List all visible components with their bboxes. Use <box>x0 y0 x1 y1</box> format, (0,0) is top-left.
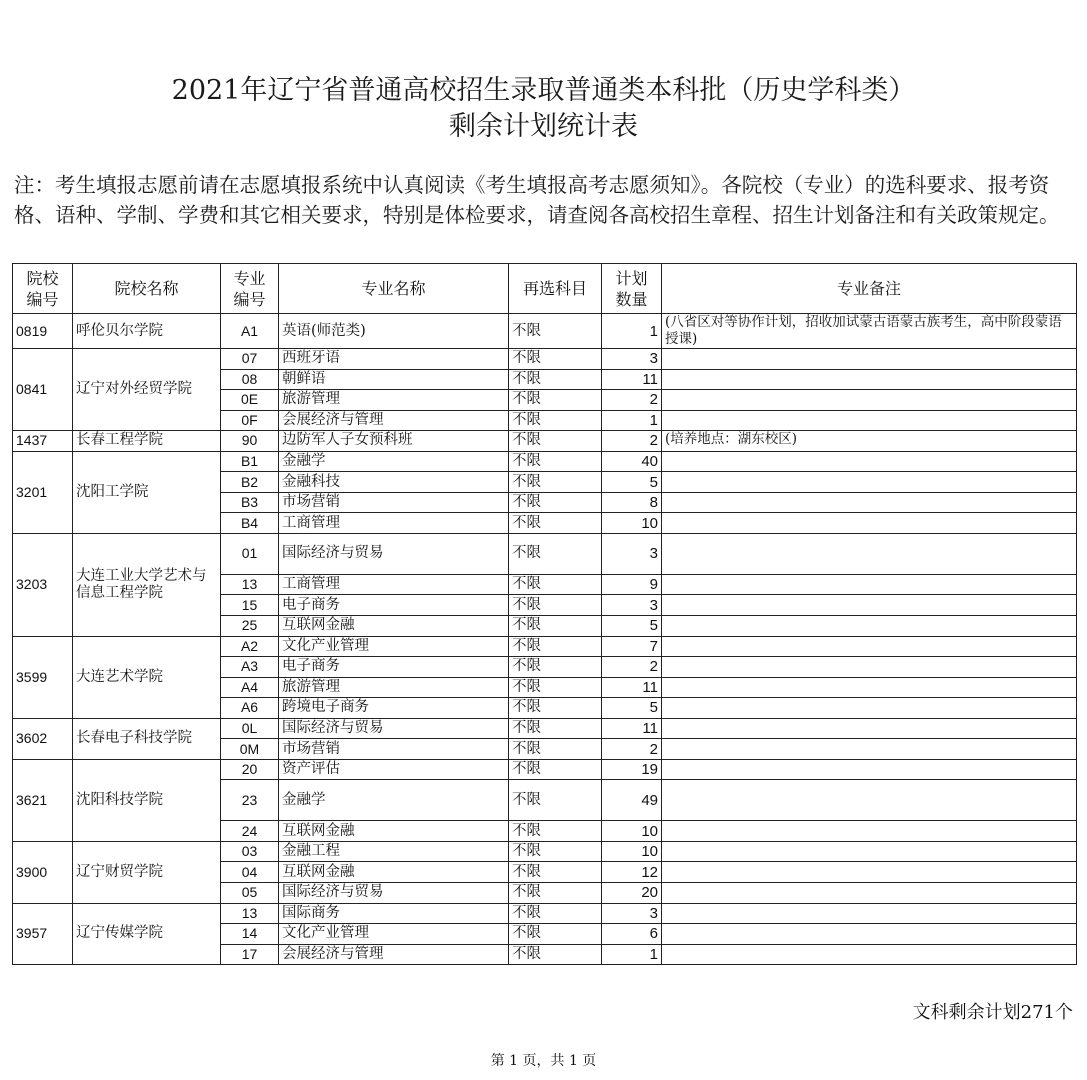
major-code: A6 <box>221 698 279 719</box>
table-row <box>13 451 1077 472</box>
major-code: 0E <box>221 390 279 411</box>
major-name: 会展经济与管理 <box>279 944 509 965</box>
table-row <box>13 314 1077 349</box>
major-name: 金融学 <box>279 451 509 472</box>
reselect-subject: 不限 <box>509 883 602 904</box>
major-remark <box>662 759 1077 780</box>
major-code: 07 <box>221 349 279 370</box>
reselect-subject: 不限 <box>509 533 602 574</box>
major-remark <box>662 924 1077 945</box>
major-remark: (八省区对等协作计划，招收加试蒙古语蒙古族考生，高中阶段蒙语授课) <box>662 314 1077 349</box>
major-code: 90 <box>221 431 279 452</box>
major-name: 西班牙语 <box>279 349 509 370</box>
page-title-line2: 剩余计划统计表 <box>449 111 638 142</box>
reselect-subject: 不限 <box>509 759 602 780</box>
reselect-subject: 不限 <box>509 821 602 842</box>
major-code: A2 <box>221 636 279 657</box>
major-remark <box>662 657 1077 678</box>
summary-total: 文科剩余计划271个 <box>912 1002 1073 1023</box>
major-remark <box>662 574 1077 595</box>
plan-count: 5 <box>602 698 662 719</box>
reselect-subject: 不限 <box>509 944 602 965</box>
plan-count: 2 <box>602 390 662 411</box>
major-name: 金融工程 <box>279 841 509 862</box>
reselect-subject: 不限 <box>509 739 602 760</box>
major-remark <box>662 698 1077 719</box>
major-remark <box>662 369 1077 390</box>
plan-count: 3 <box>602 349 662 370</box>
major-code: 08 <box>221 369 279 390</box>
major-remark <box>662 780 1077 821</box>
reselect-subject: 不限 <box>509 780 602 821</box>
notice-text: 注：考生填报志愿前请在志愿填报系统中认真阅读《考生填报高考志愿须知》。各院校（专业）的选科要求、报考资格、语种、学制、学费和其它相关要求，特别是体检要求，请查阅各高校招生章程、招生计划备注和有关政策规定。 <box>14 173 1060 227</box>
major-name: 金融学 <box>279 780 509 821</box>
plan-count: 1 <box>602 314 662 349</box>
remaining-plan-table <box>12 263 1077 965</box>
plan-count: 3 <box>602 533 662 574</box>
plan-count: 19 <box>602 759 662 780</box>
plan-count: 9 <box>602 574 662 595</box>
plan-count: 6 <box>602 924 662 945</box>
plan-count: 1 <box>602 410 662 431</box>
table-row <box>13 636 1077 657</box>
major-name: 国际经济与贸易 <box>279 883 509 904</box>
reselect-subject: 不限 <box>509 513 602 534</box>
school-code: 3957 <box>13 903 73 965</box>
major-code: 04 <box>221 862 279 883</box>
plan-count: 2 <box>602 657 662 678</box>
table-row <box>13 533 1077 574</box>
major-remark <box>662 944 1077 965</box>
reselect-subject: 不限 <box>509 903 602 924</box>
reselect-subject: 不限 <box>509 369 602 390</box>
plan-count: 2 <box>602 739 662 760</box>
reselect-subject: 不限 <box>509 431 602 452</box>
plan-count: 40 <box>602 451 662 472</box>
plan-count: 12 <box>602 862 662 883</box>
school-name: 辽宁传媒学院 <box>73 903 221 965</box>
major-code: 23 <box>221 780 279 821</box>
major-code: 05 <box>221 883 279 904</box>
major-name: 旅游管理 <box>279 677 509 698</box>
major-remark: (培养地点：湖东校区) <box>662 431 1077 452</box>
plan-count: 5 <box>602 616 662 637</box>
table-row <box>13 718 1077 739</box>
reselect-subject: 不限 <box>509 616 602 637</box>
major-remark <box>662 616 1077 637</box>
major-name: 互联网金融 <box>279 862 509 883</box>
plan-count: 11 <box>602 369 662 390</box>
major-code: 0F <box>221 410 279 431</box>
major-code: B2 <box>221 472 279 493</box>
major-code: A3 <box>221 657 279 678</box>
major-remark <box>662 739 1077 760</box>
school-name: 长春电子科技学院 <box>73 718 221 759</box>
school-code: 0841 <box>13 349 73 431</box>
header-remark: 专业备注 <box>662 264 1077 314</box>
major-code: 13 <box>221 903 279 924</box>
school-code: 0819 <box>13 314 73 349</box>
plan-count: 2 <box>602 431 662 452</box>
major-code: 03 <box>221 841 279 862</box>
school-code: 3621 <box>13 759 73 841</box>
major-remark <box>662 533 1077 574</box>
school-name: 呼伦贝尔学院 <box>73 314 221 349</box>
plan-count: 11 <box>602 718 662 739</box>
major-name: 工商管理 <box>279 574 509 595</box>
reselect-subject: 不限 <box>509 451 602 472</box>
major-remark <box>662 718 1077 739</box>
major-remark <box>662 821 1077 842</box>
plan-count: 11 <box>602 677 662 698</box>
major-code: 24 <box>221 821 279 842</box>
reselect-subject: 不限 <box>509 657 602 678</box>
reselect-subject: 不限 <box>509 390 602 411</box>
plan-count: 10 <box>602 841 662 862</box>
header-plan-count: 计划 数量 <box>602 264 662 314</box>
major-name: 工商管理 <box>279 513 509 534</box>
major-code: 15 <box>221 595 279 616</box>
header-school-code: 院校 编号 <box>13 264 73 314</box>
plan-count: 8 <box>602 492 662 513</box>
major-remark <box>662 883 1077 904</box>
major-code: 25 <box>221 616 279 637</box>
major-code: 20 <box>221 759 279 780</box>
school-code: 3599 <box>13 636 73 718</box>
school-name: 沈阳科技学院 <box>73 759 221 841</box>
page-title-line1: 2021年辽宁省普通高校招生录取普通类本科批（历史学科类） <box>171 75 916 106</box>
major-name: 互联网金融 <box>279 616 509 637</box>
school-name: 沈阳工学院 <box>73 451 221 533</box>
major-name: 市场营销 <box>279 492 509 513</box>
major-name: 文化产业管理 <box>279 636 509 657</box>
major-code: 0M <box>221 739 279 760</box>
major-remark <box>662 472 1077 493</box>
table-body <box>13 314 1077 965</box>
school-code: 3203 <box>13 533 73 636</box>
major-name: 金融科技 <box>279 472 509 493</box>
major-remark <box>662 451 1077 472</box>
major-remark <box>662 636 1077 657</box>
table-row <box>13 841 1077 862</box>
school-code: 3900 <box>13 841 73 903</box>
reselect-subject: 不限 <box>509 574 602 595</box>
school-code: 3201 <box>13 451 73 533</box>
reselect-subject: 不限 <box>509 595 602 616</box>
plan-count: 5 <box>602 472 662 493</box>
major-remark <box>662 492 1077 513</box>
plan-count: 7 <box>602 636 662 657</box>
plan-count: 10 <box>602 821 662 842</box>
reselect-subject: 不限 <box>509 410 602 431</box>
major-code: A1 <box>221 314 279 349</box>
major-remark <box>662 513 1077 534</box>
major-code: B3 <box>221 492 279 513</box>
reselect-subject: 不限 <box>509 349 602 370</box>
header-major-name: 专业名称 <box>279 264 509 314</box>
major-remark <box>662 595 1077 616</box>
major-name: 国际经济与贸易 <box>279 533 509 574</box>
major-name: 朝鲜语 <box>279 369 509 390</box>
major-code: 01 <box>221 533 279 574</box>
major-code: 14 <box>221 924 279 945</box>
plan-count: 49 <box>602 780 662 821</box>
major-name: 资产评估 <box>279 759 509 780</box>
major-remark <box>662 410 1077 431</box>
major-name: 电子商务 <box>279 657 509 678</box>
major-remark <box>662 677 1077 698</box>
reselect-subject: 不限 <box>509 492 602 513</box>
school-code: 3602 <box>13 718 73 759</box>
school-name: 辽宁对外经贸学院 <box>73 349 221 431</box>
page-indicator: 第 1 页，共 1 页 <box>490 1053 597 1069</box>
plan-count: 1 <box>602 944 662 965</box>
major-remark <box>662 390 1077 411</box>
major-code: A4 <box>221 677 279 698</box>
plan-count: 3 <box>602 595 662 616</box>
plan-count: 10 <box>602 513 662 534</box>
header-major-code: 专业 编号 <box>221 264 279 314</box>
major-name: 文化产业管理 <box>279 924 509 945</box>
major-code: B4 <box>221 513 279 534</box>
table-row <box>13 431 1077 452</box>
reselect-subject: 不限 <box>509 924 602 945</box>
table-row <box>13 903 1077 924</box>
reselect-subject: 不限 <box>509 472 602 493</box>
major-name: 边防军人子女预科班 <box>279 431 509 452</box>
major-name: 市场营销 <box>279 739 509 760</box>
major-code: 17 <box>221 944 279 965</box>
major-name: 英语(师范类) <box>279 314 509 349</box>
major-name: 国际经济与贸易 <box>279 718 509 739</box>
plan-count: 20 <box>602 883 662 904</box>
reselect-subject: 不限 <box>509 677 602 698</box>
header-reselect-subject: 再选科目 <box>509 264 602 314</box>
reselect-subject: 不限 <box>509 718 602 739</box>
school-code: 1437 <box>13 431 73 452</box>
major-remark <box>662 903 1077 924</box>
school-name: 大连艺术学院 <box>73 636 221 718</box>
header-school-name: 院校名称 <box>73 264 221 314</box>
reselect-subject: 不限 <box>509 698 602 719</box>
table-row <box>13 759 1077 780</box>
school-name: 大连工业大学艺术与信息工程学院 <box>73 533 221 636</box>
major-name: 会展经济与管理 <box>279 410 509 431</box>
major-name: 跨境电子商务 <box>279 698 509 719</box>
reselect-subject: 不限 <box>509 841 602 862</box>
major-remark <box>662 841 1077 862</box>
major-remark <box>662 349 1077 370</box>
reselect-subject: 不限 <box>509 314 602 349</box>
major-code: B1 <box>221 451 279 472</box>
school-name: 辽宁财贸学院 <box>73 841 221 903</box>
table-row <box>13 349 1077 370</box>
major-remark <box>662 862 1077 883</box>
reselect-subject: 不限 <box>509 862 602 883</box>
major-code: 0L <box>221 718 279 739</box>
major-code: 13 <box>221 574 279 595</box>
school-name: 长春工程学院 <box>73 431 221 452</box>
major-name: 电子商务 <box>279 595 509 616</box>
major-name: 互联网金融 <box>279 821 509 842</box>
reselect-subject: 不限 <box>509 636 602 657</box>
major-name: 国际商务 <box>279 903 509 924</box>
table-header-row <box>13 264 1077 314</box>
plan-count: 3 <box>602 903 662 924</box>
major-name: 旅游管理 <box>279 390 509 411</box>
